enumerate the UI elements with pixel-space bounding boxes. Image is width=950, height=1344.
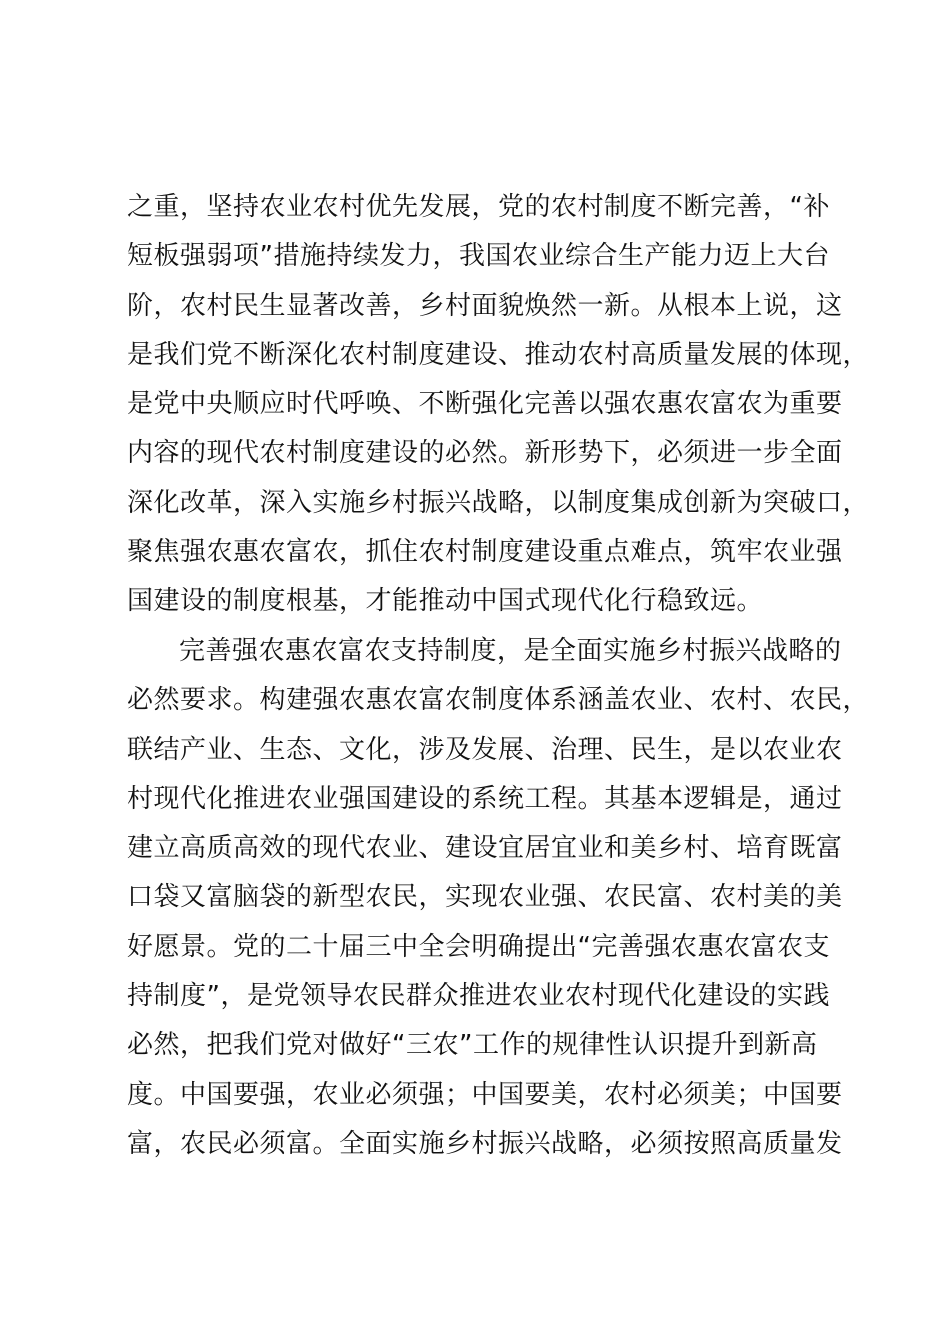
paragraph-1	[127, 183, 870, 627]
paragraph-line: 内容的现代农村制度建设的必然。新形势下，必须进一步全面	[127, 438, 843, 469]
paragraph-2	[127, 627, 870, 1169]
paragraph-line: 之重，坚持农业农村优先发展，党的农村制度不断完善，“补	[127, 192, 830, 222]
paragraph-line: 联结产业、生态、文化，涉及发展、治理、民生，是以农业农	[127, 734, 843, 765]
paragraph-line: 好愿景。党的二十届三中全会明确提出“完善强农惠农富农支	[127, 931, 830, 962]
paragraph-line: 聚焦强农惠农富农，抓住农村制度建设重点难点，筑牢农业强	[127, 537, 843, 568]
paragraph-line: 持制度”，是党领导农民群众推进农业农村现代化建设的实践	[127, 981, 830, 1012]
paragraph-line: 是党中央顺应时代呼唤、不断强化完善以强农惠农富农为重要	[127, 389, 843, 420]
paragraph-line: 短板强弱项”措施持续发力，我国农业综合生产能力迈上大台	[127, 241, 830, 272]
paragraph-line: 阶，农村民生显著改善，乡村面貌焕然一新。从根本上说，这	[127, 290, 843, 321]
paragraph-line: 村现代化推进农业强国建设的系统工程。其基本逻辑是，通过	[127, 783, 843, 814]
paragraph-line: 口袋又富脑袋的新型农民，实现农业强、农民富、农村美的美	[127, 882, 843, 913]
paragraph-line: 富，农民必须富。全面实施乡村振兴战略，必须按照高质量发	[127, 1128, 843, 1159]
paragraph-line: 度。中国要强，农业必须强；中国要美，农村必须美；中国要	[127, 1079, 843, 1110]
paragraph-line: 深化改革，深入实施乡村振兴战略，以制度集成创新为突破口，	[127, 487, 870, 518]
paragraph-line: 完善强农惠农富农支持制度，是全面实施乡村振兴战略的	[179, 636, 842, 666]
paragraph-line: 是我们党不断深化农村制度建设、推动农村高质量发展的体现，	[127, 339, 870, 370]
paragraph-line: 国建设的制度根基，才能推动中国式现代化行稳致远。	[127, 586, 764, 617]
paragraph-line: 必然要求。构建强农惠农富农制度体系涵盖农业、农村、农民，	[127, 685, 870, 716]
paragraph-line: 必然，把我们党对做好“三农”工作的规律性认识提升到新高	[127, 1030, 818, 1061]
paragraph-line: 建立高质高效的现代农业、建设宜居宜业和美乡村、培育既富	[127, 833, 843, 864]
